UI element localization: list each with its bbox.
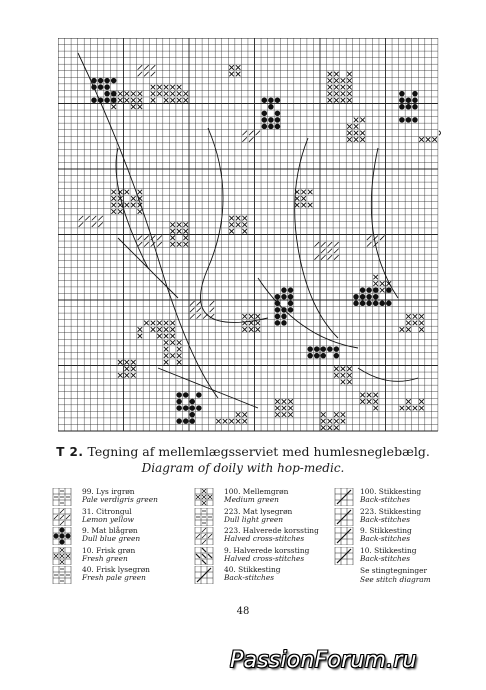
see-stitch-diagram-en: See stitch diagram <box>360 575 431 584</box>
caption-title <box>0 444 486 459</box>
legend-symbol-verdigris <box>52 488 72 506</box>
legend-symbol-fresh-pale-green <box>52 566 72 584</box>
caption-title-da: Tegning af mellemlægsserviet med humlesneglebælg. <box>87 444 430 459</box>
legend-symbol-backstitch-40 <box>194 566 214 584</box>
see-stitch-diagram-da: Se stingtegninger <box>360 566 427 575</box>
legend-symbol-half-cross-223 <box>194 527 214 545</box>
legend-symbol-fresh-green <box>52 547 72 565</box>
legend-symbol-backstitch-10 <box>334 547 354 565</box>
chart-grid <box>58 38 441 435</box>
caption-title-en: Diagram of doily with hop-medic. <box>141 461 345 475</box>
legend-symbol-backstitch-9 <box>334 527 354 545</box>
caption-code: T 2. <box>56 445 84 459</box>
page-number: 48 <box>236 606 250 617</box>
legend-symbol-backstitch-223 <box>334 508 354 526</box>
legend: 99. Lys irgrøn Pale verdigris green 31. Citrongul Lemon yellow 9. Mat blågrøn Dull blue green 10. Frisk grøn Fresh green 40. Frisk lysegrøn Fresh pale green 100. Mellemgrøn Medium green 223. Mat lysegrøn Dull light green 223. Halverede korssting Halved cross-stitches 9. Halverede korssting Halved cross-stitches 40. Stikkesting Back-stitches 100. Stikkesting Back-stitches 223. Stikkesting Back-stitches 9. Stikkesting Back-stitches 10. Stikkesting Back-stitches Se stingtegninger See stitch diagram <box>52 488 442 598</box>
legend-symbol-medium-green <box>194 488 214 506</box>
cross-stitch-chart <box>58 38 441 435</box>
legend-symbol-blue-green <box>52 527 72 545</box>
legend-symbol-dull-light-green <box>194 508 214 526</box>
legend-symbol-half-cross-9 <box>194 547 214 565</box>
watermark-logo: PassionForum.ru <box>230 648 417 673</box>
grid-lines <box>58 38 438 431</box>
legend-symbol-lemon <box>52 508 72 526</box>
legend-symbol-backstitch-100 <box>334 488 354 506</box>
